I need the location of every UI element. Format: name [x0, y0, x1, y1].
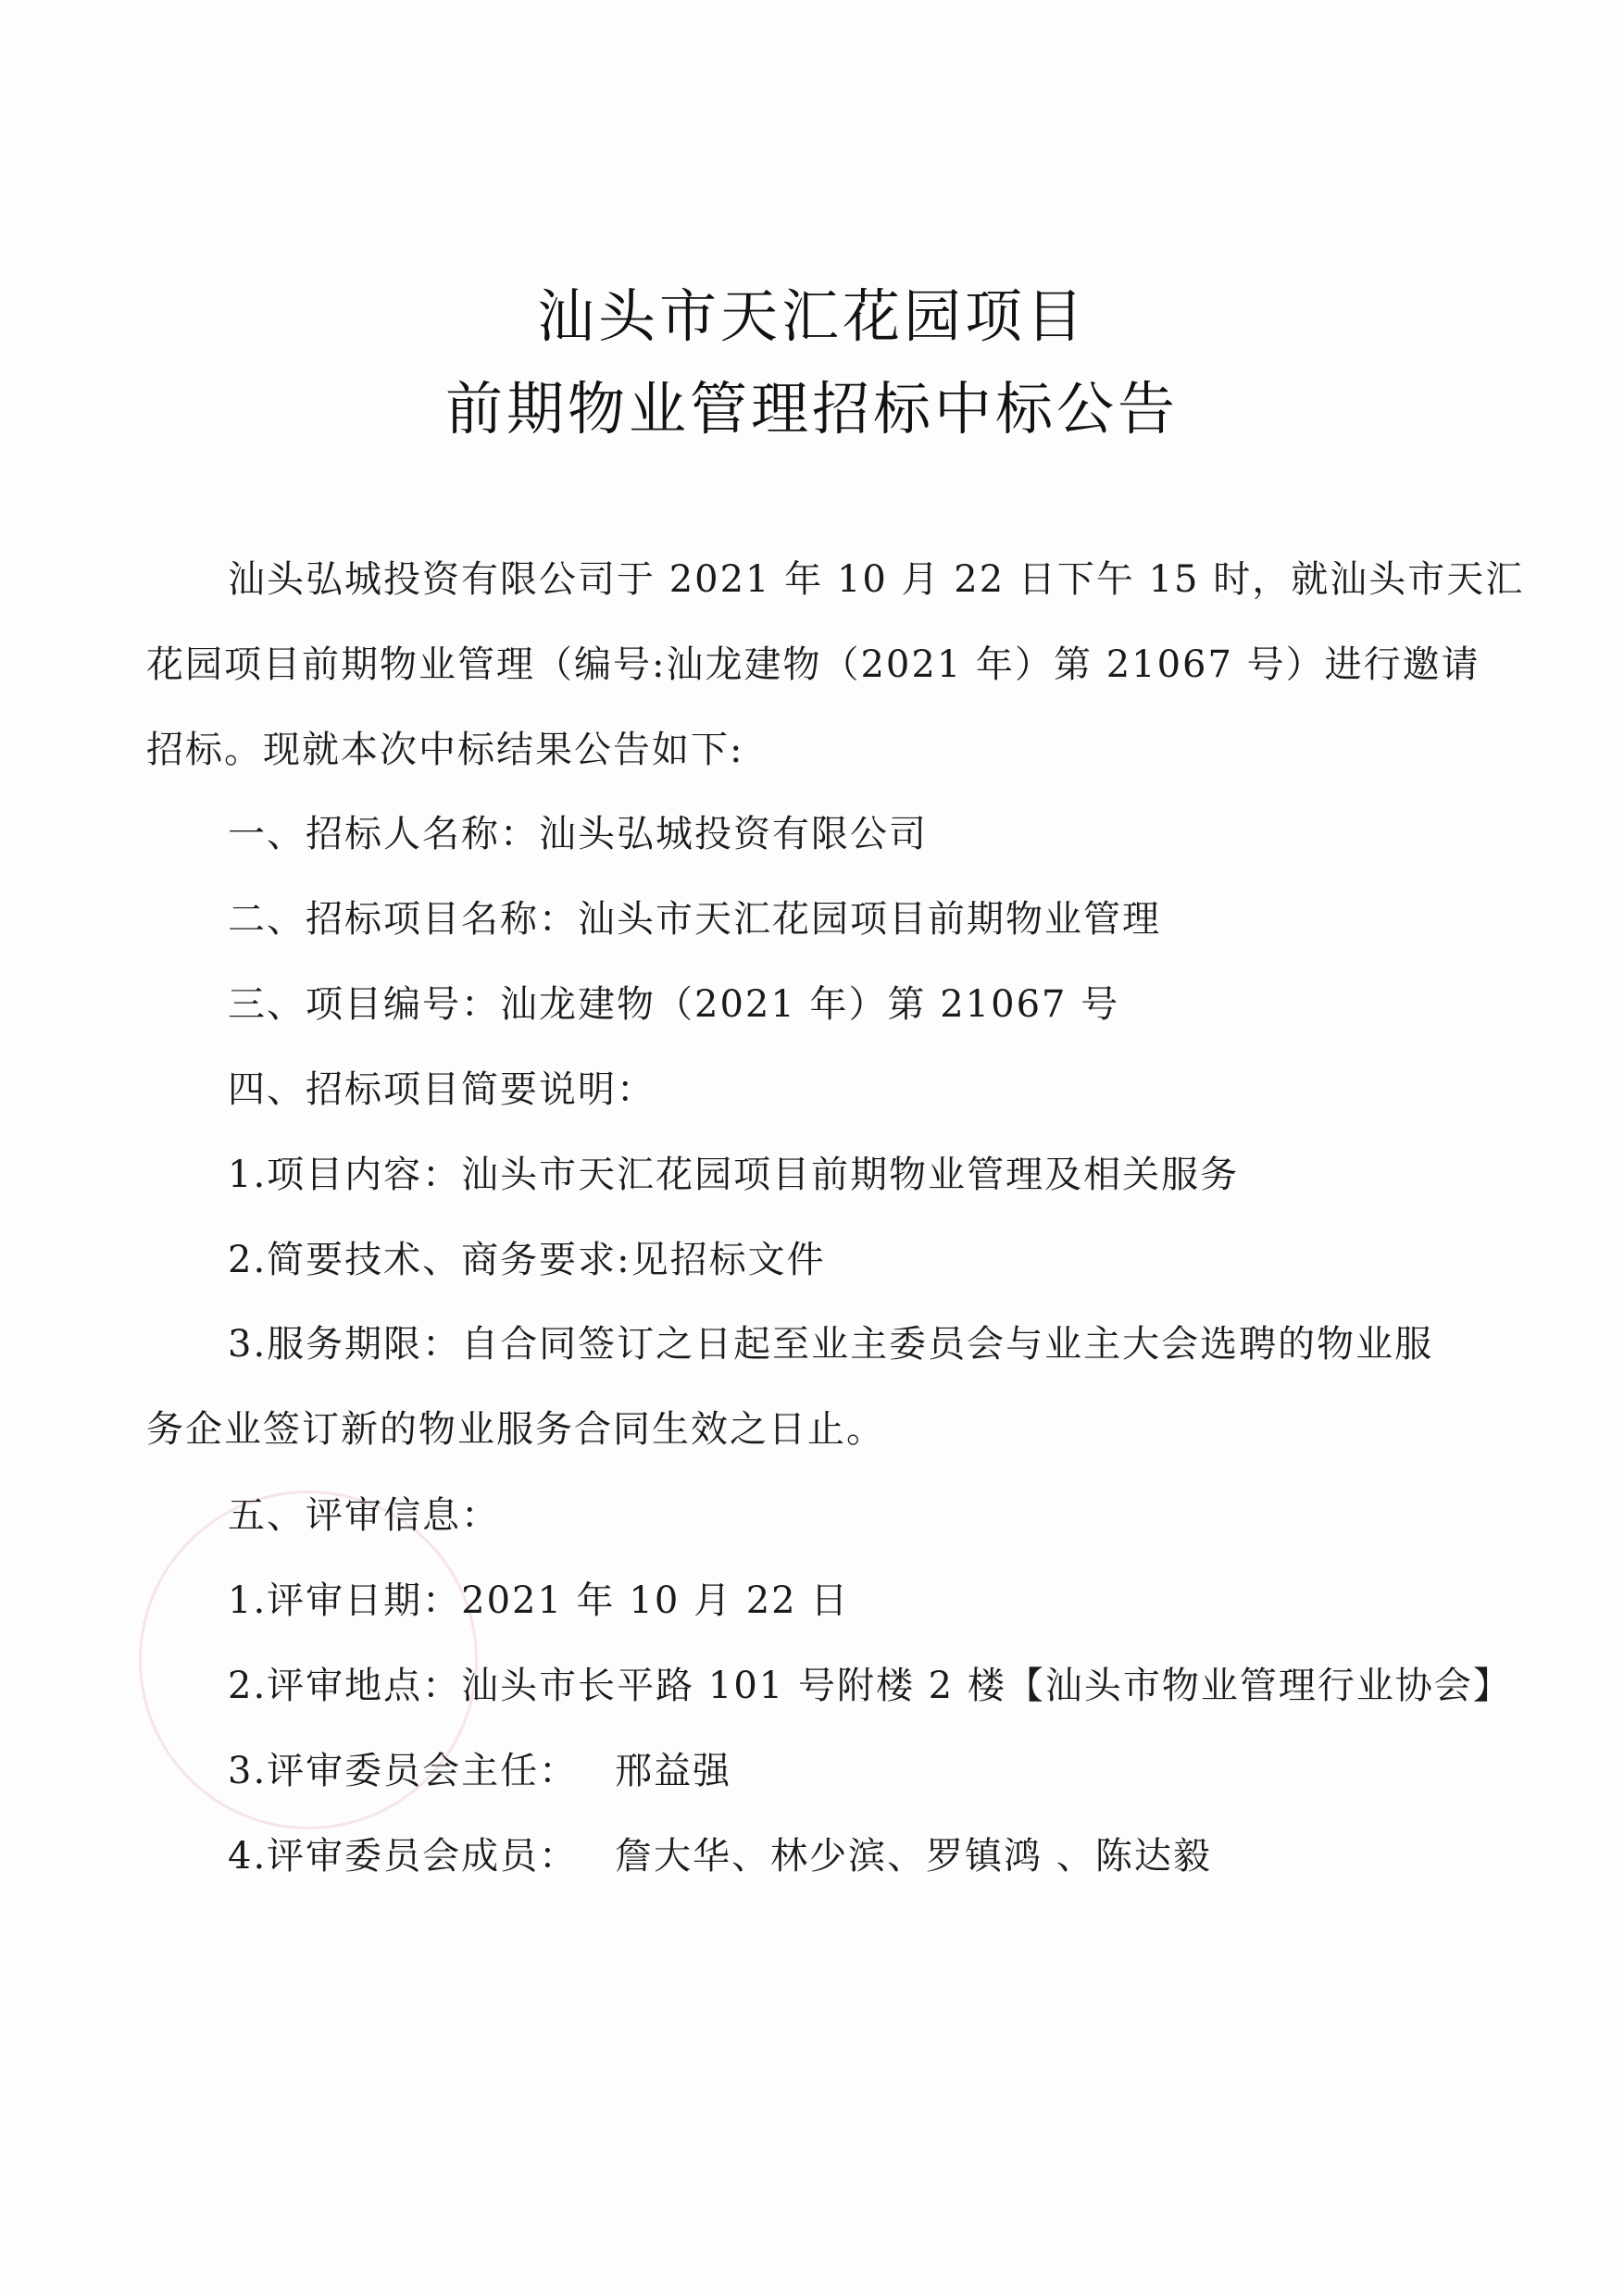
summary-requirements: 2.简要技术、商务要求:见招标文件 — [228, 1239, 826, 1281]
review-members — [228, 1833, 1212, 1879]
title-line-2: 前期物业管理招标中标公告 — [444, 375, 1179, 443]
review-chair-name: 邢益强 — [615, 1750, 732, 1792]
section-project-summary: 四、招标项目简要说明： — [228, 1068, 656, 1111]
intro-line-3: 招标。现就本次中标结果公告如下: — [146, 729, 744, 771]
section-project-number: 三、项目编号：汕龙建物（2021 年）第 21067 号 — [228, 983, 1120, 1026]
review-date: 1.评审日期：2021 年 10 月 22 日 — [228, 1579, 850, 1622]
intro-line-1: 汕头弘城投资有限公司于 2021 年 10 月 22 日下午 15 时，就汕头市天汇 — [228, 558, 1525, 601]
section-project-name: 二、招标项目名称：汕头市天汇花园项目前期物业管理 — [228, 898, 1161, 941]
document-title — [0, 270, 1624, 455]
title-line-1: 汕头市天汇花园项目 — [536, 282, 1087, 350]
summary-service-period — [146, 1302, 1498, 1472]
service-period-line-1: 3.服务期限：自合同签订之日起至业主委员会与业主大会选聘的物业服 — [228, 1323, 1434, 1366]
section-tenderer: 一、招标人名称：汕头弘城投资有限公司 — [228, 813, 928, 855]
review-chair-label: 3.评审委员会主任： — [228, 1750, 579, 1792]
intro-paragraph — [146, 537, 1525, 792]
section-review-info: 五、评审信息： — [228, 1494, 500, 1537]
service-period-line-2: 务企业签订新的物业服务合同生效之日止。 — [146, 1408, 885, 1451]
intro-line-2: 花园项目前期物业管理（编号:汕龙建物（2021 年）第 21067 号）进行邀请 — [146, 643, 1480, 686]
review-chair — [228, 1748, 731, 1794]
summary-content: 1.项目内容：汕头市天汇花园项目前期物业管理及相关服务 — [228, 1154, 1240, 1196]
review-members-names: 詹大华、林少滨、罗镇鸿 、陈达毅 — [615, 1835, 1212, 1878]
review-location: 2.评审地点：汕头市长平路 101 号附楼 2 楼【汕头市物业管理行业协会】 — [228, 1665, 1512, 1707]
review-members-label: 4.评审委员会成员： — [228, 1835, 579, 1878]
